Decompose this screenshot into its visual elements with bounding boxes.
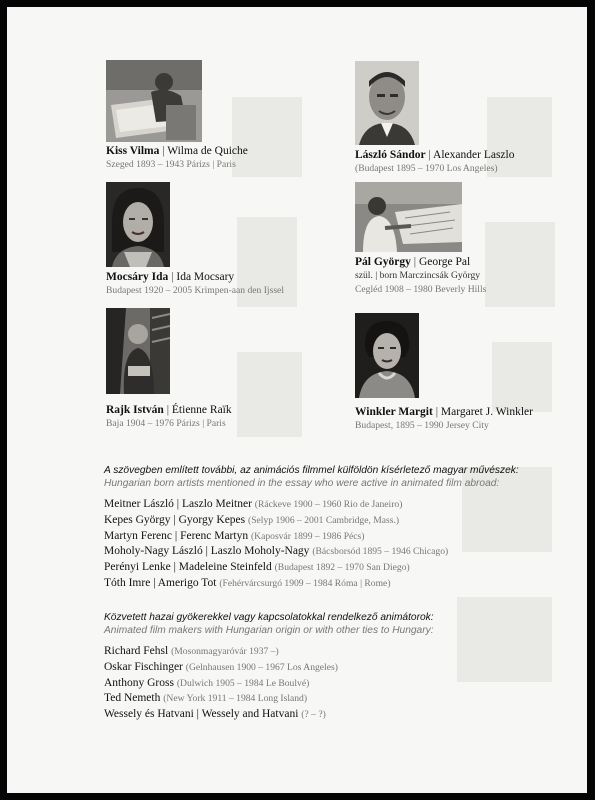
artist-details: (Selyp 1906 – 2001 Cambridge, Mass.) <box>248 514 400 526</box>
list-item <box>104 497 574 513</box>
book-page <box>7 7 587 793</box>
list-item <box>104 707 574 723</box>
bleed-through-shape <box>485 222 555 307</box>
hungarian-name: Winkler Margit <box>355 406 433 418</box>
animator-details: (New York 1911 – 1984 Long Island) <box>163 693 308 705</box>
life-dates: Szeged 1893 – 1943 Párizs | Paris <box>106 159 236 170</box>
animator-name: Ted Nemeth <box>104 692 161 705</box>
life-dates: (Budapest 1895 – 1970 Los Angeles) <box>355 163 498 174</box>
caption-mocsary-ida: Mocsáry Ida | Ida Mocsary Budapest 1920 – 2005 Krimpen-aan den Ijssel <box>106 271 284 296</box>
artist-details: (Fehérvárcsurgó 1909 – 1984 Róma | Rome) <box>219 577 391 589</box>
hungarian-name: László Sándor <box>355 149 426 161</box>
artist-name: Moholy-Nagy László | Laszlo Moholy-Nagy <box>104 545 310 558</box>
artist-name: Meitner László | Laszlo Meitner <box>104 498 252 510</box>
list-item <box>104 660 574 676</box>
hungarian-name: Kiss Vilma <box>106 145 160 157</box>
artist-details: (Kaposvár 1899 – 1986 Pécs) <box>250 530 365 542</box>
caption-rajk-istvan: Rajk István | Étienne Raïk Baja 1904 – 1976 Párizs | Paris <box>106 404 232 429</box>
english-name: Étienne Raïk <box>171 404 232 416</box>
bleed-through-shape <box>237 352 302 437</box>
section-intro-hungarian: Közvetett hazai gyökerekkel vagy kapcsolatokkal rendelkező animátorok: <box>104 612 434 623</box>
artist-list <box>104 497 574 592</box>
hungarian-name: Mocsáry Ida <box>106 271 169 283</box>
section-intro-english: Animated film makers with Hungarian origin or with other ties to Hungary: <box>104 625 434 636</box>
list-item <box>104 691 574 707</box>
portrait-photo-mocsary-ida <box>106 182 170 267</box>
animator-name: Anthony Gross <box>104 676 174 689</box>
caption-winkler-margit: Winkler Margit | Margaret J. Winkler Budapest, 1895 – 1990 Jersey City <box>355 406 533 431</box>
section-hungarian-artists-abroad <box>104 464 574 592</box>
artist-name: Tóth Imre | Amerigo Tot <box>104 576 217 589</box>
animator-details: (Dulwich 1905 – 1984 Le Boulvé) <box>176 677 310 689</box>
section-intro-hungarian: A szövegben említett további, az animációs filmmel külföldön kísérletező magyar művészek: <box>104 465 519 476</box>
list-item <box>104 676 574 692</box>
portrait-photo-kiss-vilma <box>106 60 202 142</box>
list-item <box>104 644 574 660</box>
artist-name: Martyn Ferenc | Ferenc Martyn <box>104 529 249 542</box>
english-name: Alexander Laszlo <box>433 149 515 161</box>
animator-name: Richard Fehsl <box>104 645 169 657</box>
artist-name: Perényi Lenke | Madeleine Steinfeld <box>104 561 272 574</box>
life-dates: Baja 1904 – 1976 Párizs | Paris <box>106 418 226 429</box>
animator-details: (Gelnhausen 1900 – 1967 Los Angeles) <box>185 661 338 673</box>
section-intro-english: Hungarian born artists mentioned in the essay who were active in animated film abroad: <box>104 478 500 489</box>
portrait-photo-rajk-istvan <box>106 308 170 394</box>
english-name: Wilma de Quiche <box>167 145 248 157</box>
portrait-photo-winkler-margit <box>355 313 419 398</box>
english-name: Margaret J. Winkler <box>440 406 533 418</box>
caption-kiss-vilma: Kiss Vilma | Wilma de Quiche Szeged 1893 – 1943 Párizs | Paris <box>106 145 248 170</box>
life-dates: Budapest, 1895 – 1990 Jersey City <box>355 420 489 431</box>
animator-name: Wessely és Hatvani | Wessely and Hatvani <box>104 708 299 721</box>
bleed-through-shape <box>492 342 552 412</box>
list-item <box>104 576 574 592</box>
caption-pal-gyorgy: Pál György | George Pal szül. | born Marczincsák György Cegléd 1908 – 1980 Beverly Hills <box>355 256 487 295</box>
english-name: George Pal <box>418 256 471 268</box>
artist-details: (Bácsborsód 1895 – 1946 Chicago) <box>312 546 449 558</box>
artist-details: (Ráckeve 1900 – 1960 Rio de Janeiro) <box>254 499 403 510</box>
list-item <box>104 513 574 529</box>
english-name: Ida Mocsary <box>176 271 235 283</box>
animator-details: (? – ?) <box>301 709 326 721</box>
artist-details: (Budapest 1892 – 1970 San Diego) <box>274 562 410 574</box>
list-item <box>104 529 574 545</box>
animator-details: (Mosonmagyaróvár 1937 –) <box>171 646 279 657</box>
portrait-photo-pal-gyorgy <box>355 182 462 252</box>
hungarian-name: Rajk István <box>106 404 164 416</box>
list-item <box>104 544 574 560</box>
hungarian-name: Pál György <box>355 256 411 268</box>
life-dates: Cegléd 1908 – 1980 Beverly Hills <box>355 284 487 295</box>
birth-name: szül. | born Marczincsák György <box>355 270 481 281</box>
section-animators-hungarian-ties <box>104 611 574 723</box>
animator-name: Oskar Fischinger <box>104 660 183 673</box>
list-item <box>104 560 574 576</box>
artist-name: Kepes György | Gyorgy Kepes <box>104 513 246 526</box>
caption-laszlo-sandor: László Sándor | Alexander Laszlo (Budapest 1895 – 1970 Los Angeles) <box>355 149 515 174</box>
portrait-photo-laszlo-sandor <box>355 61 419 145</box>
animator-list <box>104 644 574 723</box>
life-dates: Budapest 1920 – 2005 Krimpen-aan den Ijssel <box>106 285 284 296</box>
